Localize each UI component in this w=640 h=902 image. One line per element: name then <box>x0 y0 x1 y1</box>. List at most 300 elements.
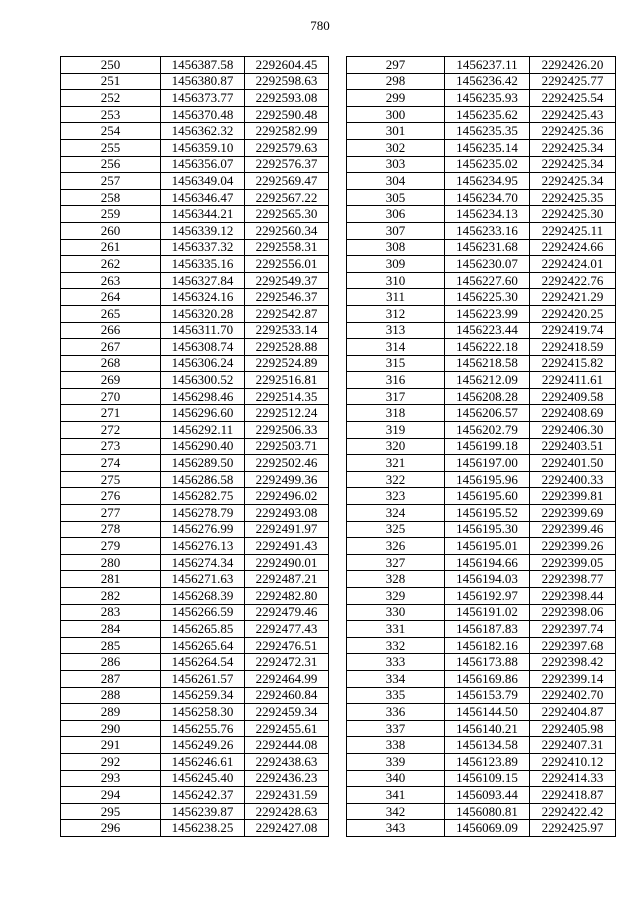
x-coordinate-cell: 1456093.44 <box>445 787 530 804</box>
x-coordinate-cell: 1456306.24 <box>161 355 245 372</box>
table-row <box>347 521 616 538</box>
y-coordinate-cell: 2292397.68 <box>530 637 616 654</box>
point-number-cell: 319 <box>347 422 445 439</box>
y-coordinate-cell: 2292404.87 <box>530 704 616 721</box>
table-row <box>347 753 616 770</box>
x-coordinate-cell: 1456370.48 <box>161 106 245 123</box>
point-number-cell: 313 <box>347 322 445 339</box>
y-coordinate-cell: 2292398.06 <box>530 604 616 621</box>
point-number-cell: 328 <box>347 571 445 588</box>
table-row <box>347 156 616 173</box>
y-coordinate-cell: 2292558.31 <box>245 239 329 256</box>
table-row <box>61 388 329 405</box>
point-number-cell: 266 <box>61 322 161 339</box>
point-number-cell: 283 <box>61 604 161 621</box>
point-number-cell: 259 <box>61 206 161 223</box>
y-coordinate-cell: 2292397.74 <box>530 621 616 638</box>
point-number-cell: 289 <box>61 704 161 721</box>
y-coordinate-cell: 2292549.37 <box>245 272 329 289</box>
point-number-cell: 303 <box>347 156 445 173</box>
table-row <box>61 256 329 273</box>
table-row <box>347 256 616 273</box>
point-number-cell: 336 <box>347 704 445 721</box>
point-number-cell: 310 <box>347 272 445 289</box>
y-coordinate-cell: 2292424.66 <box>530 239 616 256</box>
table-row <box>61 173 329 190</box>
point-number-cell: 315 <box>347 355 445 372</box>
x-coordinate-cell: 1456234.95 <box>445 173 530 190</box>
x-coordinate-cell: 1456195.96 <box>445 471 530 488</box>
table-row <box>347 422 616 439</box>
y-coordinate-cell: 2292516.81 <box>245 372 329 389</box>
y-coordinate-cell: 2292464.99 <box>245 670 329 687</box>
x-coordinate-cell: 1456069.09 <box>445 820 530 837</box>
point-number-cell: 327 <box>347 554 445 571</box>
point-number-cell: 323 <box>347 488 445 505</box>
x-coordinate-cell: 1456173.88 <box>445 654 530 671</box>
x-coordinate-cell: 1456274.34 <box>161 554 245 571</box>
point-number-cell: 322 <box>347 471 445 488</box>
x-coordinate-cell: 1456223.99 <box>445 305 530 322</box>
point-number-cell: 326 <box>347 538 445 555</box>
table-row <box>347 189 616 206</box>
table-row <box>61 106 329 123</box>
table-row <box>347 621 616 638</box>
table-row <box>61 455 329 472</box>
x-coordinate-cell: 1456206.57 <box>445 405 530 422</box>
point-number-cell: 301 <box>347 123 445 140</box>
table-row <box>61 422 329 439</box>
x-coordinate-cell: 1456134.58 <box>445 737 530 754</box>
point-number-cell: 300 <box>347 106 445 123</box>
x-coordinate-cell: 1456197.00 <box>445 455 530 472</box>
table-row <box>61 438 329 455</box>
y-coordinate-cell: 2292460.84 <box>245 687 329 704</box>
y-coordinate-cell: 2292479.46 <box>245 604 329 621</box>
y-coordinate-cell: 2292424.01 <box>530 256 616 273</box>
point-number-cell: 321 <box>347 455 445 472</box>
point-number-cell: 288 <box>61 687 161 704</box>
table-row <box>347 571 616 588</box>
point-number-cell: 311 <box>347 289 445 306</box>
table-row <box>347 355 616 372</box>
point-number-cell: 260 <box>61 222 161 239</box>
x-coordinate-cell: 1456324.16 <box>161 289 245 306</box>
y-coordinate-cell: 2292398.44 <box>530 588 616 605</box>
y-coordinate-cell: 2292477.43 <box>245 621 329 638</box>
table-row <box>61 554 329 571</box>
y-coordinate-cell: 2292425.36 <box>530 123 616 140</box>
table-row <box>347 720 616 737</box>
table-row <box>347 222 616 239</box>
point-number-cell: 334 <box>347 670 445 687</box>
table-row <box>347 289 616 306</box>
point-number-cell: 280 <box>61 554 161 571</box>
y-coordinate-cell: 2292420.25 <box>530 305 616 322</box>
table-row <box>347 770 616 787</box>
x-coordinate-cell: 1456245.40 <box>161 770 245 787</box>
point-number-cell: 312 <box>347 305 445 322</box>
x-coordinate-cell: 1456202.79 <box>445 422 530 439</box>
point-number-cell: 271 <box>61 405 161 422</box>
y-coordinate-cell: 2292405.98 <box>530 720 616 737</box>
y-coordinate-cell: 2292491.43 <box>245 538 329 555</box>
x-coordinate-cell: 1456266.59 <box>161 604 245 621</box>
table-row <box>347 820 616 837</box>
x-coordinate-cell: 1456195.01 <box>445 538 530 555</box>
point-number-cell: 295 <box>61 803 161 820</box>
table-row <box>61 156 329 173</box>
x-coordinate-cell: 1456249.26 <box>161 737 245 754</box>
table-row <box>347 538 616 555</box>
point-number-cell: 263 <box>61 272 161 289</box>
x-coordinate-cell: 1456218.58 <box>445 355 530 372</box>
point-number-cell: 302 <box>347 139 445 156</box>
point-number-cell: 341 <box>347 787 445 804</box>
table-row <box>347 339 616 356</box>
x-coordinate-cell: 1456223.44 <box>445 322 530 339</box>
y-coordinate-cell: 2292569.47 <box>245 173 329 190</box>
point-number-cell: 307 <box>347 222 445 239</box>
point-number-cell: 293 <box>61 770 161 787</box>
x-coordinate-cell: 1456234.70 <box>445 189 530 206</box>
x-coordinate-cell: 1456195.52 <box>445 505 530 522</box>
table-row <box>347 604 616 621</box>
y-coordinate-cell: 2292476.51 <box>245 637 329 654</box>
point-number-cell: 258 <box>61 189 161 206</box>
y-coordinate-cell: 2292414.33 <box>530 770 616 787</box>
point-number-cell: 252 <box>61 90 161 107</box>
table-row <box>61 57 329 74</box>
point-number-cell: 298 <box>347 73 445 90</box>
x-coordinate-cell: 1456080.81 <box>445 803 530 820</box>
y-coordinate-cell: 2292556.01 <box>245 256 329 273</box>
x-coordinate-cell: 1456346.47 <box>161 189 245 206</box>
x-coordinate-cell: 1456109.15 <box>445 770 530 787</box>
x-coordinate-cell: 1456289.50 <box>161 455 245 472</box>
point-number-cell: 253 <box>61 106 161 123</box>
y-coordinate-cell: 2292512.24 <box>245 405 329 422</box>
y-coordinate-cell: 2292491.97 <box>245 521 329 538</box>
point-number-cell: 276 <box>61 488 161 505</box>
table-row <box>61 339 329 356</box>
x-coordinate-cell: 1456153.79 <box>445 687 530 704</box>
y-coordinate-cell: 2292499.36 <box>245 471 329 488</box>
point-number-cell: 277 <box>61 505 161 522</box>
table-row <box>347 272 616 289</box>
point-number-cell: 261 <box>61 239 161 256</box>
point-number-cell: 257 <box>61 173 161 190</box>
y-coordinate-cell: 2292425.34 <box>530 173 616 190</box>
table-row <box>61 305 329 322</box>
point-number-cell: 317 <box>347 388 445 405</box>
y-coordinate-cell: 2292415.82 <box>530 355 616 372</box>
x-coordinate-cell: 1456292.11 <box>161 422 245 439</box>
x-coordinate-cell: 1456235.14 <box>445 139 530 156</box>
y-coordinate-cell: 2292438.63 <box>245 753 329 770</box>
x-coordinate-cell: 1456123.89 <box>445 753 530 770</box>
point-number-cell: 338 <box>347 737 445 754</box>
point-number-cell: 333 <box>347 654 445 671</box>
x-coordinate-cell: 1456140.21 <box>445 720 530 737</box>
y-coordinate-cell: 2292403.51 <box>530 438 616 455</box>
point-number-cell: 294 <box>61 787 161 804</box>
y-coordinate-cell: 2292422.42 <box>530 803 616 820</box>
point-number-cell: 281 <box>61 571 161 588</box>
y-coordinate-cell: 2292399.14 <box>530 670 616 687</box>
y-coordinate-cell: 2292406.30 <box>530 422 616 439</box>
x-coordinate-cell: 1456339.12 <box>161 222 245 239</box>
table-row <box>347 388 616 405</box>
y-coordinate-cell: 2292560.34 <box>245 222 329 239</box>
x-coordinate-cell: 1456349.04 <box>161 173 245 190</box>
point-number-cell: 304 <box>347 173 445 190</box>
x-coordinate-cell: 1456144.50 <box>445 704 530 721</box>
x-coordinate-cell: 1456264.54 <box>161 654 245 671</box>
point-number-cell: 309 <box>347 256 445 273</box>
table-row <box>61 803 329 820</box>
point-number-cell: 292 <box>61 753 161 770</box>
page-number: 780 <box>310 18 330 33</box>
y-coordinate-cell: 2292425.11 <box>530 222 616 239</box>
x-coordinate-cell: 1456356.07 <box>161 156 245 173</box>
table-row <box>347 488 616 505</box>
table-row <box>347 405 616 422</box>
point-number-cell: 265 <box>61 305 161 322</box>
y-coordinate-cell: 2292399.26 <box>530 538 616 555</box>
y-coordinate-cell: 2292455.61 <box>245 720 329 737</box>
table-row <box>347 123 616 140</box>
y-coordinate-cell: 2292425.54 <box>530 90 616 107</box>
y-coordinate-cell: 2292493.08 <box>245 505 329 522</box>
y-coordinate-cell: 2292410.12 <box>530 753 616 770</box>
y-coordinate-cell: 2292425.35 <box>530 189 616 206</box>
point-number-cell: 308 <box>347 239 445 256</box>
point-number-cell: 299 <box>347 90 445 107</box>
y-coordinate-cell: 2292425.34 <box>530 139 616 156</box>
table-row <box>61 322 329 339</box>
y-coordinate-cell: 2292399.05 <box>530 554 616 571</box>
point-number-cell: 324 <box>347 505 445 522</box>
x-coordinate-cell: 1456194.66 <box>445 554 530 571</box>
x-coordinate-cell: 1456311.70 <box>161 322 245 339</box>
coordinate-table-right <box>346 56 616 837</box>
x-coordinate-cell: 1456169.86 <box>445 670 530 687</box>
table-row <box>61 753 329 770</box>
point-number-cell: 296 <box>61 820 161 837</box>
y-coordinate-cell: 2292431.59 <box>245 787 329 804</box>
y-coordinate-cell: 2292482.80 <box>245 588 329 605</box>
table-row <box>347 737 616 754</box>
x-coordinate-cell: 1456187.83 <box>445 621 530 638</box>
point-number-cell: 343 <box>347 820 445 837</box>
y-coordinate-cell: 2292514.35 <box>245 388 329 405</box>
table-row <box>61 355 329 372</box>
table-row <box>347 90 616 107</box>
table-row <box>347 206 616 223</box>
point-number-cell: 331 <box>347 621 445 638</box>
table-row <box>347 588 616 605</box>
y-coordinate-cell: 2292399.46 <box>530 521 616 538</box>
point-number-cell: 329 <box>347 588 445 605</box>
y-coordinate-cell: 2292399.81 <box>530 488 616 505</box>
table-row <box>61 670 329 687</box>
x-coordinate-cell: 1456238.25 <box>161 820 245 837</box>
point-number-cell: 291 <box>61 737 161 754</box>
y-coordinate-cell: 2292506.33 <box>245 422 329 439</box>
point-number-cell: 320 <box>347 438 445 455</box>
point-number-cell: 290 <box>61 720 161 737</box>
point-number-cell: 284 <box>61 621 161 638</box>
table-row <box>61 588 329 605</box>
table-row <box>61 787 329 804</box>
x-coordinate-cell: 1456235.35 <box>445 123 530 140</box>
table-row <box>347 803 616 820</box>
y-coordinate-cell: 2292582.99 <box>245 123 329 140</box>
y-coordinate-cell: 2292407.31 <box>530 737 616 754</box>
y-coordinate-cell: 2292502.46 <box>245 455 329 472</box>
table-row <box>347 505 616 522</box>
x-coordinate-cell: 1456265.85 <box>161 621 245 638</box>
x-coordinate-cell: 1456222.18 <box>445 339 530 356</box>
point-number-cell: 297 <box>347 57 445 74</box>
x-coordinate-cell: 1456276.99 <box>161 521 245 538</box>
point-number-cell: 318 <box>347 405 445 422</box>
table-row <box>61 272 329 289</box>
y-coordinate-cell: 2292427.08 <box>245 820 329 837</box>
point-number-cell: 339 <box>347 753 445 770</box>
point-number-cell: 273 <box>61 438 161 455</box>
table-row <box>61 637 329 654</box>
x-coordinate-cell: 1456236.42 <box>445 73 530 90</box>
point-number-cell: 279 <box>61 538 161 555</box>
x-coordinate-cell: 1456282.75 <box>161 488 245 505</box>
x-coordinate-cell: 1456235.02 <box>445 156 530 173</box>
table-row <box>61 604 329 621</box>
table-row <box>61 189 329 206</box>
table-row <box>61 123 329 140</box>
table-row <box>347 239 616 256</box>
point-number-cell: 306 <box>347 206 445 223</box>
y-coordinate-cell: 2292590.48 <box>245 106 329 123</box>
x-coordinate-cell: 1456276.13 <box>161 538 245 555</box>
table-row <box>347 654 616 671</box>
x-coordinate-cell: 1456259.34 <box>161 687 245 704</box>
point-number-cell: 305 <box>347 189 445 206</box>
x-coordinate-cell: 1456231.68 <box>445 239 530 256</box>
point-number-cell: 340 <box>347 770 445 787</box>
table-row <box>61 521 329 538</box>
point-number-cell: 342 <box>347 803 445 820</box>
x-coordinate-cell: 1456242.37 <box>161 787 245 804</box>
x-coordinate-cell: 1456290.40 <box>161 438 245 455</box>
x-coordinate-cell: 1456261.57 <box>161 670 245 687</box>
x-coordinate-cell: 1456271.63 <box>161 571 245 588</box>
table-row <box>61 405 329 422</box>
y-coordinate-cell: 2292399.69 <box>530 505 616 522</box>
y-coordinate-cell: 2292533.14 <box>245 322 329 339</box>
y-coordinate-cell: 2292402.70 <box>530 687 616 704</box>
x-coordinate-cell: 1456286.58 <box>161 471 245 488</box>
table-row <box>347 173 616 190</box>
y-coordinate-cell: 2292419.74 <box>530 322 616 339</box>
coordinate-table-left <box>60 56 329 837</box>
table-row <box>347 106 616 123</box>
table-row <box>347 787 616 804</box>
x-coordinate-cell: 1456362.32 <box>161 123 245 140</box>
y-coordinate-cell: 2292409.58 <box>530 388 616 405</box>
y-coordinate-cell: 2292421.29 <box>530 289 616 306</box>
point-number-cell: 335 <box>347 687 445 704</box>
x-coordinate-cell: 1456182.16 <box>445 637 530 654</box>
y-coordinate-cell: 2292579.63 <box>245 139 329 156</box>
point-number-cell: 287 <box>61 670 161 687</box>
y-coordinate-cell: 2292428.63 <box>245 803 329 820</box>
x-coordinate-cell: 1456235.62 <box>445 106 530 123</box>
table-row <box>61 704 329 721</box>
table-row <box>347 438 616 455</box>
point-number-cell: 270 <box>61 388 161 405</box>
x-coordinate-cell: 1456258.30 <box>161 704 245 721</box>
y-coordinate-cell: 2292425.34 <box>530 156 616 173</box>
x-coordinate-cell: 1456278.79 <box>161 505 245 522</box>
table-row <box>347 305 616 322</box>
point-number-cell: 314 <box>347 339 445 356</box>
x-coordinate-cell: 1456327.84 <box>161 272 245 289</box>
table-row <box>347 670 616 687</box>
table-row <box>61 737 329 754</box>
y-coordinate-cell: 2292524.89 <box>245 355 329 372</box>
x-coordinate-cell: 1456268.39 <box>161 588 245 605</box>
x-coordinate-cell: 1456320.28 <box>161 305 245 322</box>
point-number-cell: 272 <box>61 422 161 439</box>
point-number-cell: 337 <box>347 720 445 737</box>
table-row <box>61 488 329 505</box>
x-coordinate-cell: 1456265.64 <box>161 637 245 654</box>
y-coordinate-cell: 2292398.77 <box>530 571 616 588</box>
y-coordinate-cell: 2292444.08 <box>245 737 329 754</box>
y-coordinate-cell: 2292546.37 <box>245 289 329 306</box>
point-number-cell: 262 <box>61 256 161 273</box>
point-number-cell: 250 <box>61 57 161 74</box>
point-number-cell: 274 <box>61 455 161 472</box>
table-row <box>61 239 329 256</box>
y-coordinate-cell: 2292496.02 <box>245 488 329 505</box>
table-row <box>347 687 616 704</box>
table-row <box>347 139 616 156</box>
point-number-cell: 264 <box>61 289 161 306</box>
x-coordinate-cell: 1456298.46 <box>161 388 245 405</box>
table-row <box>347 554 616 571</box>
point-number-cell: 286 <box>61 654 161 671</box>
y-coordinate-cell: 2292422.76 <box>530 272 616 289</box>
point-number-cell: 332 <box>347 637 445 654</box>
table-row <box>61 471 329 488</box>
x-coordinate-cell: 1456195.30 <box>445 521 530 538</box>
table-row <box>61 139 329 156</box>
y-coordinate-cell: 2292598.63 <box>245 73 329 90</box>
point-number-cell: 251 <box>61 73 161 90</box>
table-row <box>61 222 329 239</box>
y-coordinate-cell: 2292487.21 <box>245 571 329 588</box>
x-coordinate-cell: 1456373.77 <box>161 90 245 107</box>
x-coordinate-cell: 1456212.09 <box>445 372 530 389</box>
point-number-cell: 316 <box>347 372 445 389</box>
table-row <box>61 206 329 223</box>
y-coordinate-cell: 2292425.77 <box>530 73 616 90</box>
y-coordinate-cell: 2292411.61 <box>530 372 616 389</box>
y-coordinate-cell: 2292418.87 <box>530 787 616 804</box>
